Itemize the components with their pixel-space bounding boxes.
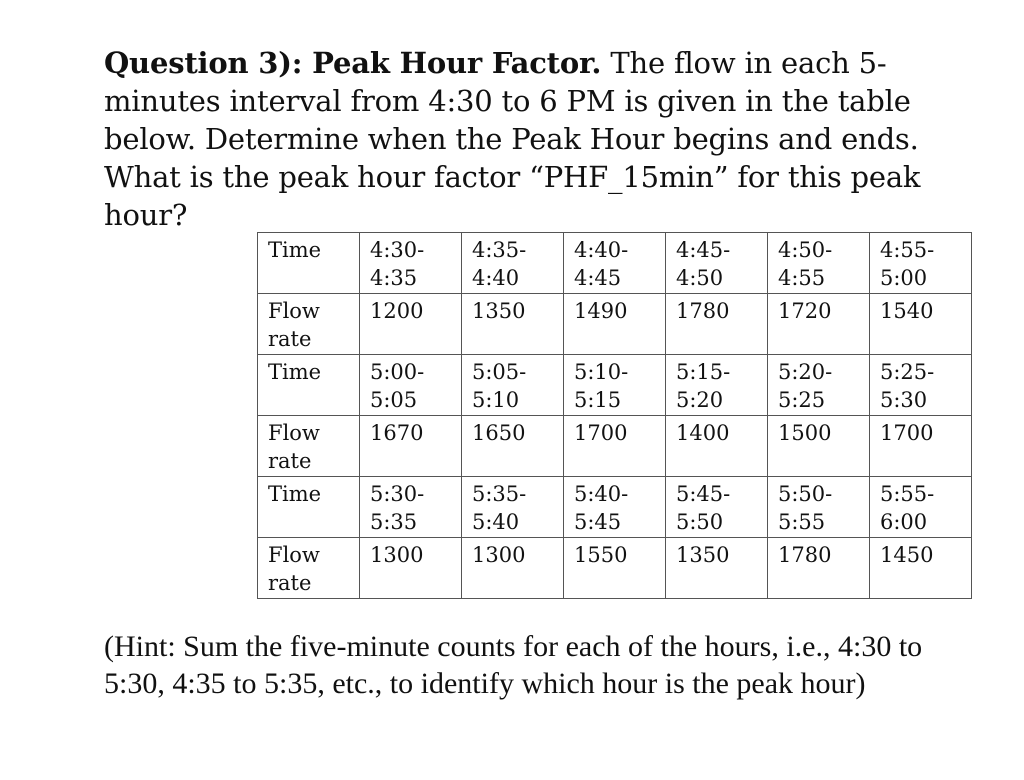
time-row	[258, 477, 972, 538]
flow-rate-cell: 1200	[360, 294, 462, 355]
time-interval-cell: 5:50-5:55	[768, 477, 870, 538]
flow-row	[258, 416, 972, 477]
time-interval-cell: 4:35-4:40	[462, 233, 564, 294]
time-interval-cell: 5:35-5:40	[462, 477, 564, 538]
flow-rate-cell: 1780	[768, 538, 870, 599]
flow-rate-cell: 1700	[870, 416, 972, 477]
time-interval-cell: 5:40-5:45	[564, 477, 666, 538]
time-interval-cell: 5:55-6:00	[870, 477, 972, 538]
flow-rate-cell: 1540	[870, 294, 972, 355]
time-interval-cell: 5:15-5:20	[666, 355, 768, 416]
time-row	[258, 233, 972, 294]
time-header-cell: Time	[258, 355, 360, 416]
time-row	[258, 355, 972, 416]
time-interval-cell: 4:55-5:00	[870, 233, 972, 294]
time-header-cell: Time	[258, 477, 360, 538]
flow-rate-cell: 1400	[666, 416, 768, 477]
flow-rate-cell: 1780	[666, 294, 768, 355]
flow-rate-cell: 1300	[360, 538, 462, 599]
question-body: The flow in each 5-minutes interval from 4:30 to 6 PM is given in the table below. Determine when the Peak Hour begins and ends. What is the peak hour factor “PHF_15min” for this peak hour?	[104, 46, 921, 232]
flow-rate-cell: 1350	[666, 538, 768, 599]
flow-rate-cell: 1720	[768, 294, 870, 355]
flow-table-body	[258, 233, 972, 599]
time-interval-cell: 4:50-4:55	[768, 233, 870, 294]
flow-rate-cell: 1490	[564, 294, 666, 355]
question-heading: Question 3): Peak Hour Factor.	[104, 46, 602, 80]
flow-rate-cell: 1500	[768, 416, 870, 477]
time-interval-cell: 5:20-5:25	[768, 355, 870, 416]
flow-row	[258, 538, 972, 599]
hint-text: (Hint: Sum the five-minute counts for each of the hours, i.e., 4:30 to 5:30, 4:35 to 5:35, etc., to identify which hour is the peak hour)	[104, 630, 923, 700]
flow-rate-cell: 1300	[462, 538, 564, 599]
flow-rate-header-cell: Flow rate	[258, 416, 360, 477]
flow-row	[258, 294, 972, 355]
flow-rate-cell: 1650	[462, 416, 564, 477]
time-interval-cell: 5:00-5:05	[360, 355, 462, 416]
flow-rate-table	[257, 232, 972, 599]
time-interval-cell: 5:05-5:10	[462, 355, 564, 416]
time-interval-cell: 4:30-4:35	[360, 233, 462, 294]
time-interval-cell: 5:25-5:30	[870, 355, 972, 416]
time-interval-cell: 5:45-5:50	[666, 477, 768, 538]
time-interval-cell: 4:40-4:45	[564, 233, 666, 294]
flow-rate-cell: 1350	[462, 294, 564, 355]
flow-rate-cell: 1700	[564, 416, 666, 477]
flow-rate-cell: 1450	[870, 538, 972, 599]
time-interval-cell: 5:10-5:15	[564, 355, 666, 416]
question-text	[104, 44, 984, 234]
flow-rate-header-cell: Flow rate	[258, 538, 360, 599]
flow-rate-header-cell: Flow rate	[258, 294, 360, 355]
flow-rate-cell: 1670	[360, 416, 462, 477]
time-interval-cell: 4:45-4:50	[666, 233, 768, 294]
flow-rate-cell: 1550	[564, 538, 666, 599]
time-header-cell: Time	[258, 233, 360, 294]
time-interval-cell: 5:30-5:35	[360, 477, 462, 538]
